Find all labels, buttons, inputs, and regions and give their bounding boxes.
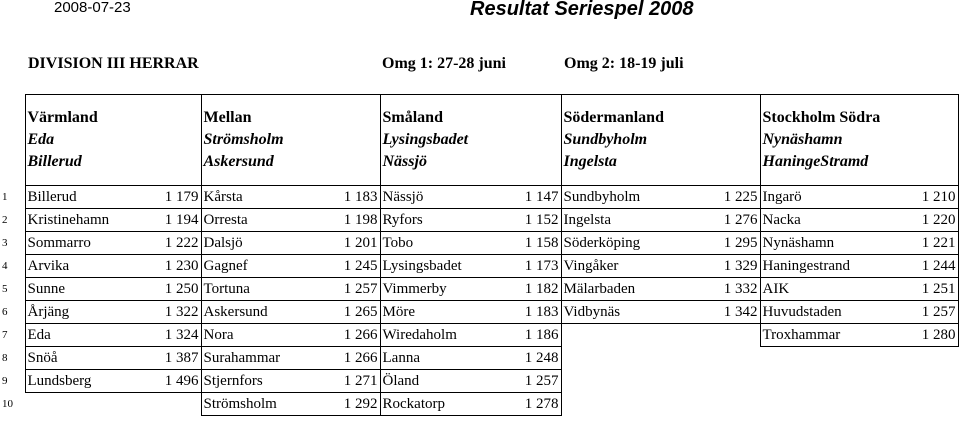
- team-name: Sommarro: [25, 232, 125, 255]
- team-name: [760, 393, 867, 416]
- team-name: Strömsholm: [201, 393, 304, 416]
- spacer-cell: [380, 95, 561, 108]
- team-score: 1 179: [125, 186, 201, 209]
- team-score: 1 173: [482, 255, 561, 278]
- team-name: Dalsjö: [201, 232, 304, 255]
- page-title: Resultat Seriespel 2008: [470, 0, 694, 20]
- team-score: 1 251: [867, 278, 958, 301]
- row-number: 7: [2, 329, 8, 341]
- row-number: 4: [2, 260, 8, 272]
- team-name: Stjernfors: [201, 370, 304, 393]
- spacer-cell: [25, 173, 201, 186]
- team-score: 1 278: [482, 393, 561, 416]
- venue-round-2: Nässjö: [380, 151, 561, 173]
- table-row: [0, 370, 958, 393]
- table-row: [0, 393, 958, 416]
- venue-round-1: Eda: [25, 129, 201, 151]
- team-name: Billerud: [25, 186, 125, 209]
- team-name: Eda: [25, 324, 125, 347]
- group-name: Värmland: [25, 107, 201, 129]
- team-name: Kristinehamn: [25, 209, 125, 232]
- team-name: Ryfors: [380, 209, 482, 232]
- row-number: 1: [2, 191, 8, 203]
- team-score: 1 220: [867, 209, 958, 232]
- venue-round-1: Nynäshamn: [760, 129, 958, 151]
- team-name: Kårsta: [201, 186, 304, 209]
- spacer-cell: [380, 173, 561, 186]
- team-name: Vingåker: [561, 255, 675, 278]
- venue-round-2: HaningeStramd: [760, 151, 958, 173]
- row-number: 8: [2, 352, 8, 364]
- team-name: Möre: [380, 301, 482, 324]
- team-name: Vimmerby: [380, 278, 482, 301]
- team-score: 1 496: [125, 370, 201, 393]
- row-number: 2: [2, 214, 8, 226]
- team-score: 1 147: [482, 186, 561, 209]
- spacer-cell: [25, 95, 201, 108]
- table-row: [0, 278, 958, 301]
- team-score: 1 292: [304, 393, 380, 416]
- table-row: [0, 209, 958, 232]
- team-score: 1 225: [675, 186, 760, 209]
- table-row: [0, 324, 958, 347]
- team-score: 1 324: [125, 324, 201, 347]
- team-name: Wiredaholm: [380, 324, 482, 347]
- table-row: [0, 347, 958, 370]
- team-name: Lanna: [380, 347, 482, 370]
- team-name: Sundbyholm: [561, 186, 675, 209]
- team-name: Orresta: [201, 209, 304, 232]
- team-score: 1 332: [675, 278, 760, 301]
- team-score: 1 266: [304, 324, 380, 347]
- team-name: Tortuna: [201, 278, 304, 301]
- team-name: Nacka: [760, 209, 867, 232]
- team-name: Årjäng: [25, 301, 125, 324]
- team-name: Mälarbaden: [561, 278, 675, 301]
- team-name: Arvika: [25, 255, 125, 278]
- spacer-cell: [201, 95, 380, 108]
- spacer-cell: [201, 173, 380, 186]
- row-number-cell: [0, 107, 25, 129]
- team-name: Nora: [201, 324, 304, 347]
- row-number: 10: [2, 398, 13, 410]
- team-score: [867, 347, 958, 370]
- team-score: [867, 370, 958, 393]
- venue-round-1: Strömsholm: [201, 129, 380, 151]
- team-score: 1 210: [867, 186, 958, 209]
- team-name: Surahammar: [201, 347, 304, 370]
- results-body: [0, 95, 958, 416]
- team-score: 1 257: [867, 301, 958, 324]
- team-score: 1 248: [482, 347, 561, 370]
- table-row: [0, 255, 958, 278]
- header-row-venue-round-2: [0, 151, 958, 173]
- team-score: [675, 324, 760, 347]
- report-date: 2008-07-23: [54, 0, 131, 16]
- team-score: 1 183: [482, 301, 561, 324]
- group-name: Småland: [380, 107, 561, 129]
- team-score: [675, 370, 760, 393]
- team-score: [675, 347, 760, 370]
- team-name: [25, 393, 125, 416]
- team-score: 1 221: [867, 232, 958, 255]
- team-score: 1 322: [125, 301, 201, 324]
- venue-round-2: Ingelsta: [561, 151, 760, 173]
- team-score: 1 280: [867, 324, 958, 347]
- team-name: Ingarö: [760, 186, 867, 209]
- team-name: Troxhammar: [760, 324, 867, 347]
- row-number: 5: [2, 283, 8, 295]
- team-score: 1 244: [867, 255, 958, 278]
- team-name: Haningestrand: [760, 255, 867, 278]
- team-name: Vidbynäs: [561, 301, 675, 324]
- row-number-cell: [0, 151, 25, 173]
- team-name: Tobo: [380, 232, 482, 255]
- team-name: Nynäshamn: [760, 232, 867, 255]
- team-score: 1 295: [675, 232, 760, 255]
- team-score: 1 158: [482, 232, 561, 255]
- spacer-cell: [561, 95, 760, 108]
- table-row: [0, 186, 958, 209]
- team-score: 1 186: [482, 324, 561, 347]
- team-name: Huvudstaden: [760, 301, 867, 324]
- spacer-cell: [0, 95, 25, 108]
- venue-round-2: Askersund: [201, 151, 380, 173]
- spacer-cell: [760, 95, 958, 108]
- team-name: [561, 347, 675, 370]
- team-score: 1 201: [304, 232, 380, 255]
- team-name: Askersund: [201, 301, 304, 324]
- team-score: 1 387: [125, 347, 201, 370]
- team-name: Gagnef: [201, 255, 304, 278]
- team-name: [561, 393, 675, 416]
- team-name: Ingelsta: [561, 209, 675, 232]
- venue-round-2: Billerud: [25, 151, 201, 173]
- table-row: [0, 301, 958, 324]
- team-score: [675, 393, 760, 416]
- group-name: Stockholm Södra: [760, 107, 958, 129]
- spacer-cell: [760, 173, 958, 186]
- spacer-cell: [561, 173, 760, 186]
- team-name: [760, 370, 867, 393]
- team-name: Lysingsbadet: [380, 255, 482, 278]
- team-name: AIK: [760, 278, 867, 301]
- team-score: [125, 393, 201, 416]
- team-name: Sunne: [25, 278, 125, 301]
- team-score: 1 222: [125, 232, 201, 255]
- team-name: Lundsberg: [25, 370, 125, 393]
- row-number: 9: [2, 375, 8, 387]
- team-name: Rockatorp: [380, 393, 482, 416]
- team-score: 1 276: [675, 209, 760, 232]
- team-score: 1 329: [675, 255, 760, 278]
- header-row-group-name: [0, 107, 958, 129]
- team-score: 1 194: [125, 209, 201, 232]
- team-score: 1 271: [304, 370, 380, 393]
- team-score: 1 342: [675, 301, 760, 324]
- results-table: [0, 94, 959, 416]
- team-name: Snöå: [25, 347, 125, 370]
- team-name: Söderköping: [561, 232, 675, 255]
- division-heading: DIVISION III HERRAR: [28, 55, 199, 72]
- team-score: 1 230: [125, 255, 201, 278]
- team-score: 1 265: [304, 301, 380, 324]
- team-score: 1 198: [304, 209, 380, 232]
- venue-round-1: Lysingsbadet: [380, 129, 561, 151]
- team-name: Nässjö: [380, 186, 482, 209]
- team-score: 1 266: [304, 347, 380, 370]
- group-name: Mellan: [201, 107, 380, 129]
- row-number: 3: [2, 237, 8, 249]
- team-score: 1 257: [482, 370, 561, 393]
- team-score: 1 250: [125, 278, 201, 301]
- round-1-label: Omg 1: 27-28 juni: [382, 55, 506, 72]
- row-number: 6: [2, 306, 8, 318]
- header-bottom-spacer: [0, 173, 958, 186]
- team-name: Öland: [380, 370, 482, 393]
- team-score: [867, 393, 958, 416]
- table-row: [0, 232, 958, 255]
- header-row-venue-round-1: [0, 129, 958, 151]
- team-score: 1 257: [304, 278, 380, 301]
- spacer-cell: [0, 173, 25, 186]
- team-score: 1 183: [304, 186, 380, 209]
- team-name: [561, 370, 675, 393]
- round-2-label: Omg 2: 18-19 juli: [564, 55, 684, 72]
- group-name: Södermanland: [561, 107, 760, 129]
- header-top-spacer: [0, 95, 958, 108]
- team-name: [760, 347, 867, 370]
- team-score: 1 245: [304, 255, 380, 278]
- team-score: 1 152: [482, 209, 561, 232]
- team-score: 1 182: [482, 278, 561, 301]
- row-number-cell: [0, 129, 25, 151]
- team-name: [561, 324, 675, 347]
- venue-round-1: Sundbyholm: [561, 129, 760, 151]
